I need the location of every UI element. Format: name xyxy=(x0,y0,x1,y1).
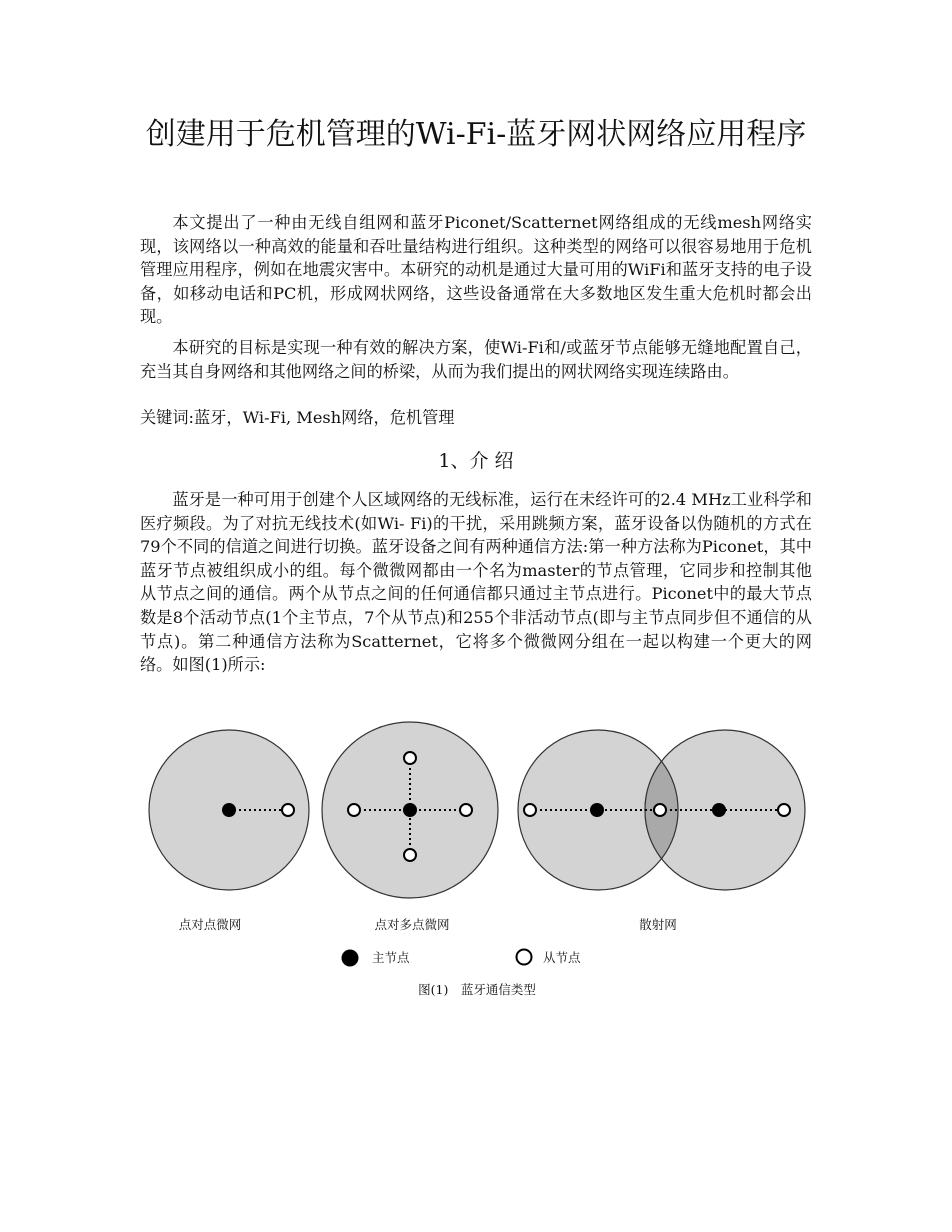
figure-diagram xyxy=(140,718,812,1008)
figure-bluetooth-types xyxy=(140,718,812,1008)
bridge-slave-node xyxy=(654,804,666,816)
paper-title: 创建用于危机管理的Wi-Fi-蓝牙网状网络应用程序 xyxy=(145,117,807,152)
legend-master-icon xyxy=(342,950,359,967)
slave-node xyxy=(778,804,790,816)
scatternet xyxy=(518,730,805,890)
label-p2p: 点对点微网 xyxy=(178,917,242,932)
keywords: 关键词:蓝牙，Wi-Fi, Mesh网络，危机管理 xyxy=(140,408,455,427)
slave-node xyxy=(404,752,416,764)
legend-master-label: 主节点 xyxy=(372,950,410,965)
master-node xyxy=(590,803,604,817)
abstract-paragraph-2: 本研究的目标是实现一种有效的解决方案，使Wi-Fi和/或蓝牙节点能够无缝地配置自己，充当其自身网络和其他网络之间的桥梁，从而为我们提出的网状网络实现连续路由。 xyxy=(140,338,812,381)
abstract-paragraph-1: 本文提出了一种由无线自组网和蓝牙Piconet/Scatternet网络组成的无线mesh网络实现，该网络以一种高效的能量和吞吐量结构进行组织。这种类型的网络可以很容易地用于危机管理应用程序，例如在地震灾害中。本研究的动机是通过大量可用的WiFi和蓝牙支持的电子设备，如移动电话和PC机，形成网状网络，这些设备通常在大多数地区发生重大危机时都会出现。 xyxy=(140,213,812,327)
section-heading-intro: 1、介 绍 xyxy=(438,450,514,472)
piconet-p2mp xyxy=(322,722,498,898)
slave-node xyxy=(524,804,536,816)
slave-node xyxy=(282,804,294,816)
slave-node xyxy=(348,804,360,816)
master-node xyxy=(712,803,726,817)
legend-slave-icon xyxy=(517,950,532,965)
label-p2mp: 点对多点微网 xyxy=(374,917,450,932)
label-scatternet: 散射网 xyxy=(639,917,677,932)
master-node xyxy=(222,803,236,817)
piconet-p2p xyxy=(149,730,309,890)
slave-node xyxy=(460,804,472,816)
slave-node xyxy=(404,849,416,861)
figure-caption: 图(1) 蓝牙通信类型 xyxy=(418,982,536,997)
legend-slave-label: 从节点 xyxy=(543,950,581,965)
intro-paragraph: 蓝牙是一种可用于创建个人区域网络的无线标准，运行在未经许可的2.4 MHz工业科学和医疗频段。为了对抗无线技术(如Wi- Fi)的干扰，采用跳频方案，蓝牙设备以伪随机的方式在79个不同的信道之间进行切换。蓝牙设备之间有两种通信方法:第一种方法称为Piconet，其中蓝牙节点被组织成小的组。每个微微网都由一个名为master的节点管理，它同步和控制其他从节点之间的通信。两个从节点之间的任何通信都只通过主节点进行。Piconet中的最大节点数是8个活动节点(1个主节点，7个从节点)和255个非活动节点(即与主节点同步但不通信的从节点)。第二种通信方法称为Scatternet，它将多个微微网分组在一起以构建一个更大的网络。如图(1)所示: xyxy=(140,490,812,675)
master-node xyxy=(403,803,417,817)
